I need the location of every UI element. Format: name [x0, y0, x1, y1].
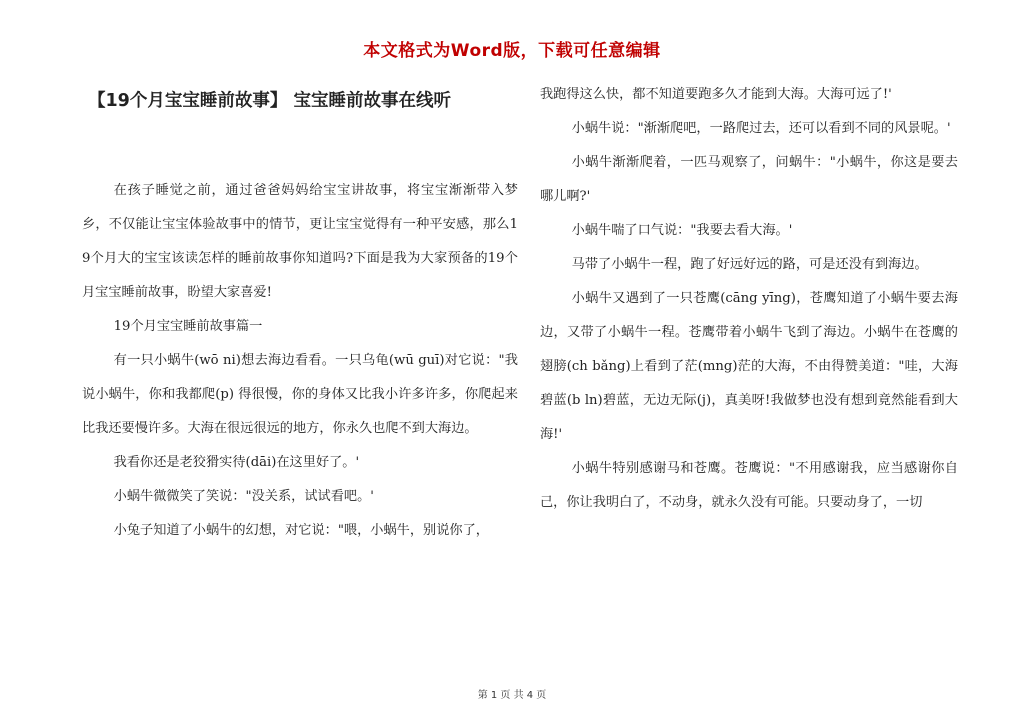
article-title: 【19个月宝宝睡前故事】 宝宝睡前故事在线听: [88, 91, 451, 111]
story-paragraph: 小蜗牛说："渐渐爬吧，一路爬过去，还可以看到不同的风景呢。': [571, 121, 951, 136]
intro-paragraph: 在孩子睡觉之前，通过爸爸妈妈给宝宝讲故事，将宝宝渐渐带入梦乡，不仅能让宝宝体验故事中的情节，更让宝宝觉得有一种平安感，那么19个月大的宝宝该读怎样的睡前故事你知道吗?下面是我为大家预备的19个月宝宝睡前故事，盼望大家喜爱!: [82, 183, 518, 300]
story-paragraph: 小兔子知道了小蜗牛的幻想，对它说："喂，小蜗牛，别说你了，: [113, 523, 489, 538]
story-paragraph: 我看你还是老狡猾实待(dāi)在这里好了。': [113, 455, 360, 470]
story-paragraph: 小蜗牛渐渐爬着，一匹马观察了，问蜗牛："小蜗牛，你这是要去哪儿啊?': [540, 155, 958, 204]
section-heading: 19个月宝宝睡前故事篇一: [113, 319, 263, 334]
right-column: [540, 78, 958, 520]
story-paragraph: 有一只小蜗牛(wō ni)想去海边看看。一只乌龟(wū guī)对它说："我说小蜗牛，你和我都爬(p) 得很慢，你的身体又比我小许多许多，你爬起来比我还要慢许多。大海在很远很远的地方，你永久也爬不到大海边。: [82, 353, 518, 436]
word-format-banner: 本文格式为Word版，下载可任意编辑: [363, 41, 661, 61]
story-paragraph: 小蜗牛又遇到了一只苍鹰(cāng yīng)，苍鹰知道了小蜗牛要去海边，又带了小蜗牛一程。苍鹰带着小蜗牛飞到了海边。小蜗牛在苍鹰的翅膀(ch bǎng)上看到了茫(mng)茫的大海，不由得赞美道："哇，大海碧蓝(b ln)碧蓝，无边无际(j)，真美呀!我做梦也没有想到竟然能看到大海!': [540, 291, 958, 442]
left-column: [82, 84, 518, 548]
story-paragraph: 马带了小蜗牛一程，跑了好远好远的路，可是还没有到海边。: [571, 257, 928, 272]
page-number-footer: 第 1 页 共 4 页: [477, 690, 547, 701]
story-paragraph-continued: 我跑得这么快，都不知道要跑多久才能到大海。大海可远了!': [540, 87, 892, 102]
story-paragraph: 小蜗牛喘了口气说："我要去看大海。': [571, 223, 793, 238]
story-paragraph: 小蜗牛特别感谢马和苍鹰。苍鹰说："不用感谢我，应当感谢你自己，你让我明白了，不动身，就永久没有可能。只要动身了，一切: [540, 461, 958, 510]
story-paragraph: 小蜗牛微微笑了笑说："没关系，试试看吧。': [113, 489, 374, 504]
